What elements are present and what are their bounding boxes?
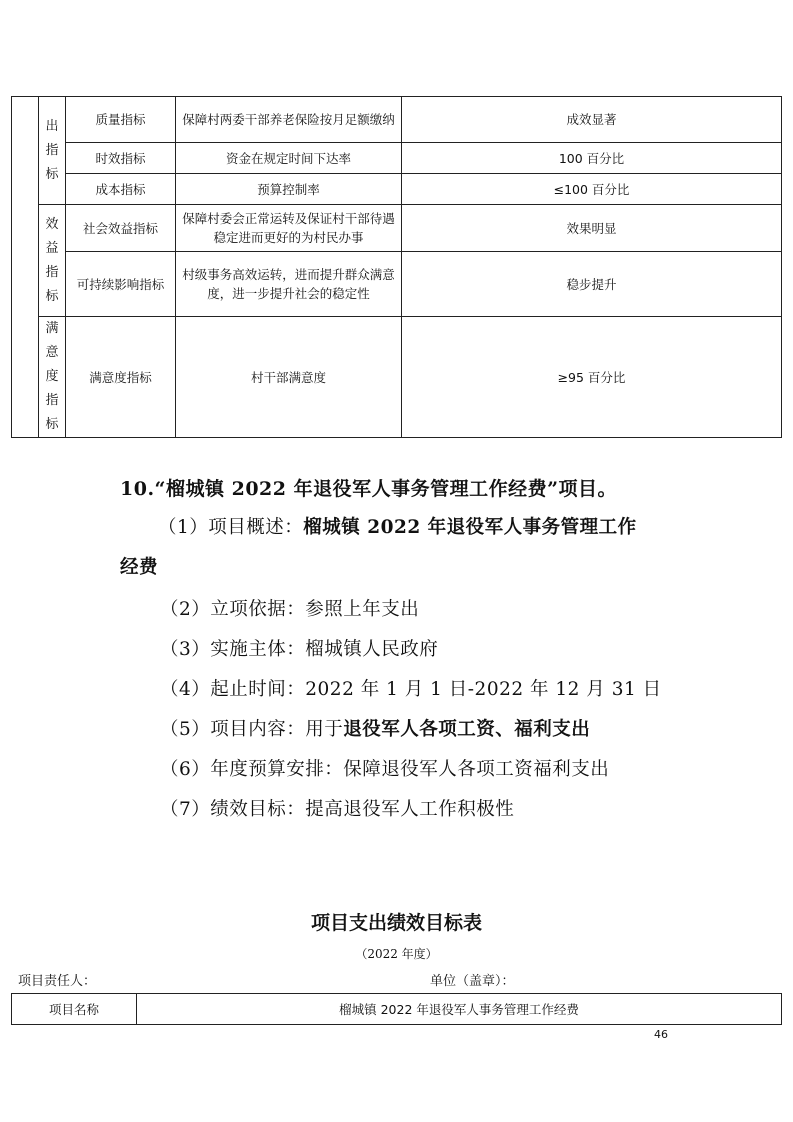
indicator-cell: 质量指标 (66, 97, 176, 143)
responsible-label: 项目责任人： (18, 974, 97, 989)
overview-prefix: （1）项目概述： (158, 517, 304, 538)
indicator-cell: 时效指标 (66, 143, 176, 174)
output-indicator-label: 出 指 标 (39, 97, 66, 205)
table-row (12, 205, 782, 252)
indicator-cell: 可持续影响指标 (66, 252, 176, 317)
unit-label: 单位（盖章）： (430, 974, 515, 989)
project-name-table (11, 993, 782, 1025)
basis-line: （2）立项依据：参照上年支出 (160, 599, 420, 620)
content-cell: 保障村两委干部养老保险按月足额缴纳 (176, 97, 402, 143)
target-cell: 100 百分比 (402, 143, 782, 174)
table-row (12, 252, 782, 317)
table-row (12, 317, 782, 438)
indicator-cell: 社会效益指标 (66, 205, 176, 252)
content-cell: 村干部满意度 (176, 317, 402, 438)
blank-cell (12, 97, 39, 438)
table-row (12, 994, 782, 1025)
form-year: （2022 年度） (355, 947, 438, 961)
benefit-indicator-label: 效 益 指 标 (39, 205, 66, 317)
content-line (160, 715, 590, 741)
content-cell: 资金在规定时间下达率 (176, 143, 402, 174)
table-row (12, 174, 782, 205)
overview-value: 榴城镇 2022 年退役军人事务管理工作 (303, 517, 637, 538)
indicator-cell: 成本指标 (66, 174, 176, 205)
satisfaction-indicator-label: 满 意 度 指 标 (39, 317, 66, 438)
subject-line: （3）实施主体：榴城镇人民政府 (160, 639, 439, 660)
target-cell: ≥95 百分比 (402, 317, 782, 438)
page-number: 46 (654, 1028, 668, 1041)
target-cell: 稳步提升 (402, 252, 782, 317)
target-cell: ≤100 百分比 (402, 174, 782, 205)
goal-line: （7）绩效目标：提高退役军人工作积极性 (160, 799, 515, 820)
content-cell: 保障村委会正常运转及保证村干部待遇稳定进而更好的为村民办事 (176, 205, 402, 252)
budget-line: （6）年度预算安排：保障退役军人各项工资福利支出 (160, 759, 610, 780)
section-heading: 10.“榴城镇 2022 年退役军人事务管理工作经费”项目。 (120, 478, 618, 500)
table-row (12, 97, 782, 143)
project-name-value: 榴城镇 2022 年退役军人事务管理工作经费 (137, 994, 782, 1025)
content-value: 退役军人各项工资、福利支出 (343, 719, 591, 740)
target-cell: 成效显著 (402, 97, 782, 143)
project-name-label: 项目名称 (12, 994, 137, 1025)
table-row (12, 143, 782, 174)
overview-value-continued: 经费 (120, 557, 159, 578)
content-prefix: （5）项目内容：用于 (160, 719, 344, 740)
overview-line (158, 513, 637, 539)
performance-indicator-table (11, 96, 782, 438)
content-cell: 村级事务高效运转，进而提升群众满意度，进一步提升社会的稳定性 (176, 252, 402, 317)
indicator-cell: 满意度指标 (66, 317, 176, 438)
period-line: （4）起止时间：2022 年 1 月 1 日-2022 年 12 月 31 日 (160, 679, 662, 700)
form-title: 项目支出绩效目标表 (310, 912, 482, 934)
content-cell: 预算控制率 (176, 174, 402, 205)
target-cell: 效果明显 (402, 205, 782, 252)
